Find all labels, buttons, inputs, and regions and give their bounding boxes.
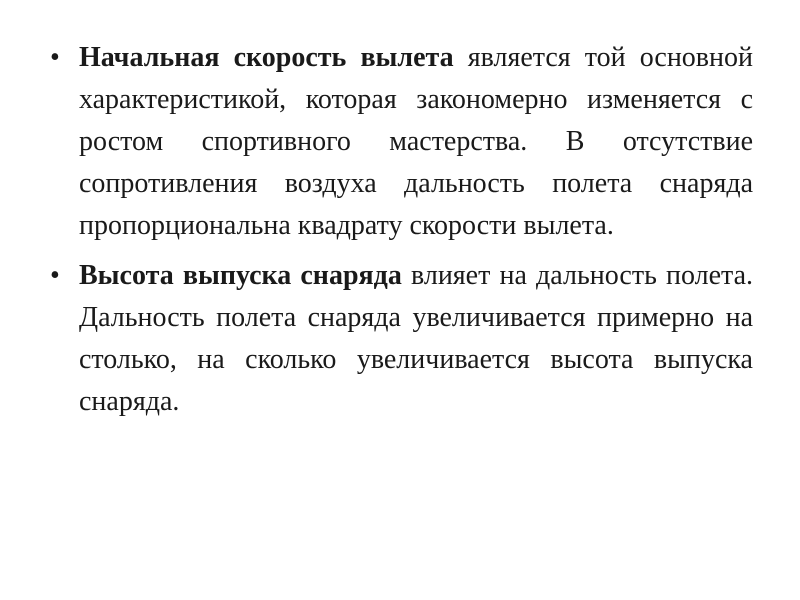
bullet-text (79, 37, 753, 247)
bullet-icon: • (50, 260, 60, 291)
bullet-heading: Высота выпуска снаряда (79, 260, 402, 291)
bullet-icon: • (50, 42, 60, 73)
bullet-body: является той основной характеристикой, которая закономерно изменяется с ростом спортивного мастерства. В отсутствие сопротивления воздуха дальность полета снаряда пропорциональна квадрату скорости вылета. (79, 42, 753, 241)
bullet-body: влияет на дальность полета. Дальность полета снаряда увеличивается примерно на столько, на сколько увеличивается высота выпуска снаряда. (79, 260, 754, 417)
bullet-list (50, 37, 753, 431)
bullet-text (79, 255, 753, 423)
bullet-heading: Начальная скорость вылета (79, 42, 454, 73)
bullet-item-launch-speed (50, 37, 753, 247)
bullet-item-release-height (50, 255, 753, 423)
